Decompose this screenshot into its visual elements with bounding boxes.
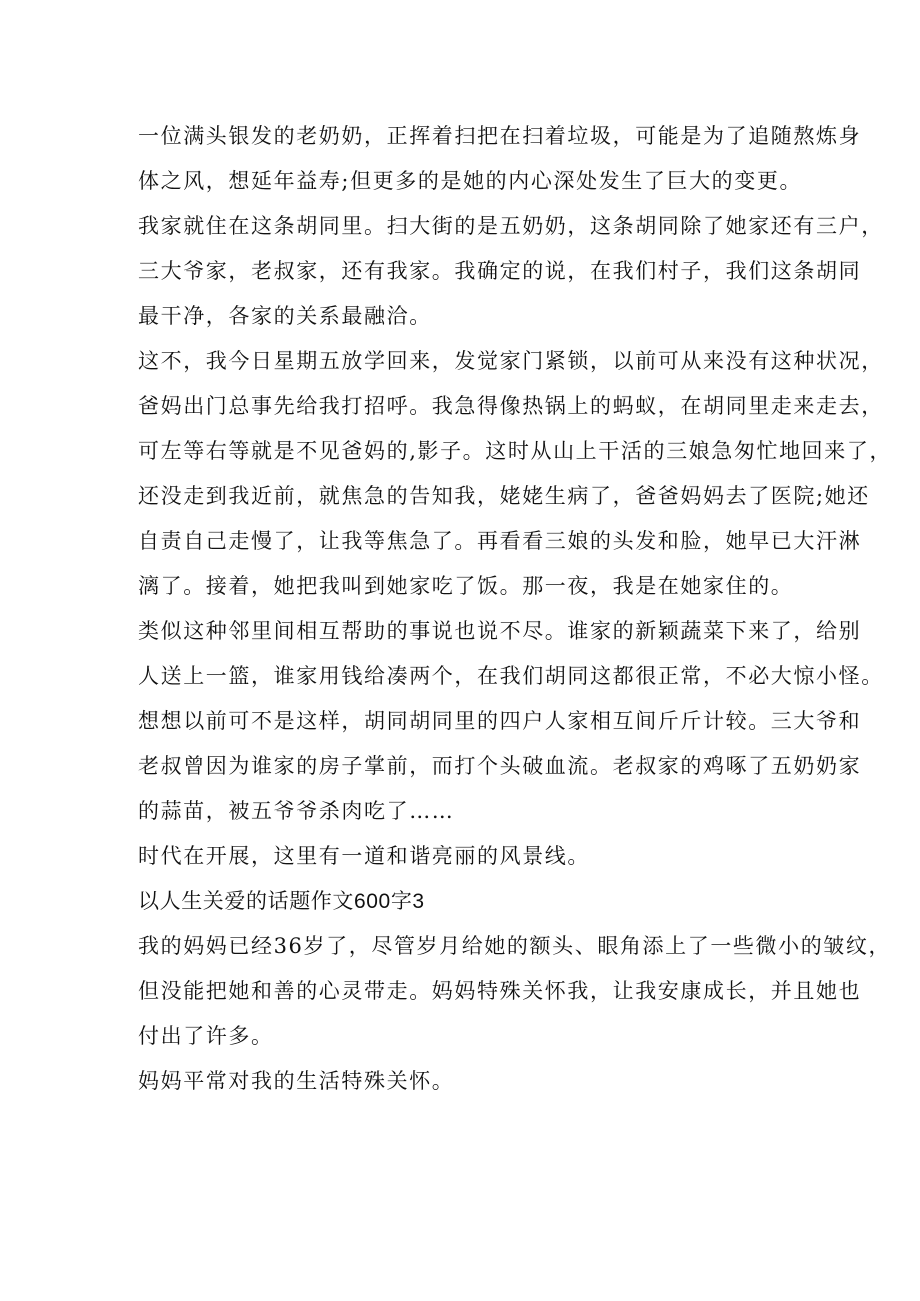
text-line: 类似这种邻里间相互帮助的事说也说不尽。谁家的新颖蔬菜下来了，给别 bbox=[138, 619, 862, 643]
text-line: 还没走到我近前，就焦急的告知我，姥姥生病了，爸爸妈妈去了医院;她还 bbox=[138, 484, 870, 508]
text-line: 我家就住在这条胡同里。扫大街的是五奶奶，这条胡同除了她家还有三户， bbox=[138, 214, 884, 238]
document-body bbox=[138, 114, 893, 1104]
text-line: 最干净，各家的关系最融洽。 bbox=[138, 304, 432, 328]
text-line: 可左等右等就是不见爸妈的,影子。这时从山上干活的三娘急匆忙地回来了， bbox=[138, 439, 893, 463]
text-line: 漓了。接着，她把我叫到她家吃了饭。那一夜，我是在她家住的。 bbox=[138, 574, 794, 598]
section-heading bbox=[138, 879, 798, 924]
text-line: 但没能把她和善的心灵带走。妈妈特殊关怀我，让我安康成长，并且她也 bbox=[138, 979, 862, 1003]
text-line: 的蒜苗，被五爷爷杀肉吃了…… bbox=[138, 799, 455, 823]
text-line: 时代在开展，这里有一道和谐亮丽的风景线。 bbox=[138, 844, 590, 868]
text-line: 一位满头银发的老奶奶，正挥着扫把在扫着垃圾，可能是为了追随熬炼身 bbox=[138, 124, 862, 148]
text-line: 老叔曾因为谁家的房子掌前，而打个头破血流。老叔家的鸡啄了五奶奶家 bbox=[138, 754, 862, 778]
heading-line: 以人生关爱的话题作文600字3 bbox=[138, 890, 425, 913]
text-line: 人送上一篮，谁家用钱给凑两个，在我们胡同这都很正常，不必大惊小怪。 bbox=[138, 664, 884, 688]
text-line: 我的妈妈已经36岁了，尽管岁月给她的额头、眼角添上了一些微小的皱纹， bbox=[138, 934, 892, 958]
text-line: 这不，我今日星期五放学回来，发觉家门紧锁，以前可从来没有这种状况， bbox=[138, 349, 884, 373]
paragraph bbox=[138, 339, 893, 609]
paragraph bbox=[138, 924, 892, 1059]
paragraph bbox=[138, 1059, 798, 1104]
text-line: 妈妈平常对我的生活特殊关怀。 bbox=[138, 1069, 455, 1093]
paragraph bbox=[138, 114, 862, 204]
paragraph bbox=[138, 204, 884, 339]
text-line: 付出了许多。 bbox=[138, 1024, 274, 1048]
text-line: 自责自己走慢了，让我等焦急了。再看看三娘的头发和脸，她早已大汗淋 bbox=[138, 529, 862, 553]
text-line: 三大爷家，老叔家，还有我家。我确定的说，在我们村子，我们这条胡同 bbox=[138, 259, 862, 283]
paragraph bbox=[138, 609, 884, 834]
text-line: 体之风，想延年益寿;但更多的是她的内心深处发生了巨大的变更。 bbox=[138, 169, 803, 193]
paragraph bbox=[138, 834, 798, 879]
text-line: 爸妈出门总事先给我打招呼。我急得像热锅上的蚂蚁，在胡同里走来走去， bbox=[138, 394, 884, 418]
text-line: 想想以前可不是这样，胡同胡同里的四户人家相互间斤斤计较。三大爷和 bbox=[138, 709, 862, 733]
